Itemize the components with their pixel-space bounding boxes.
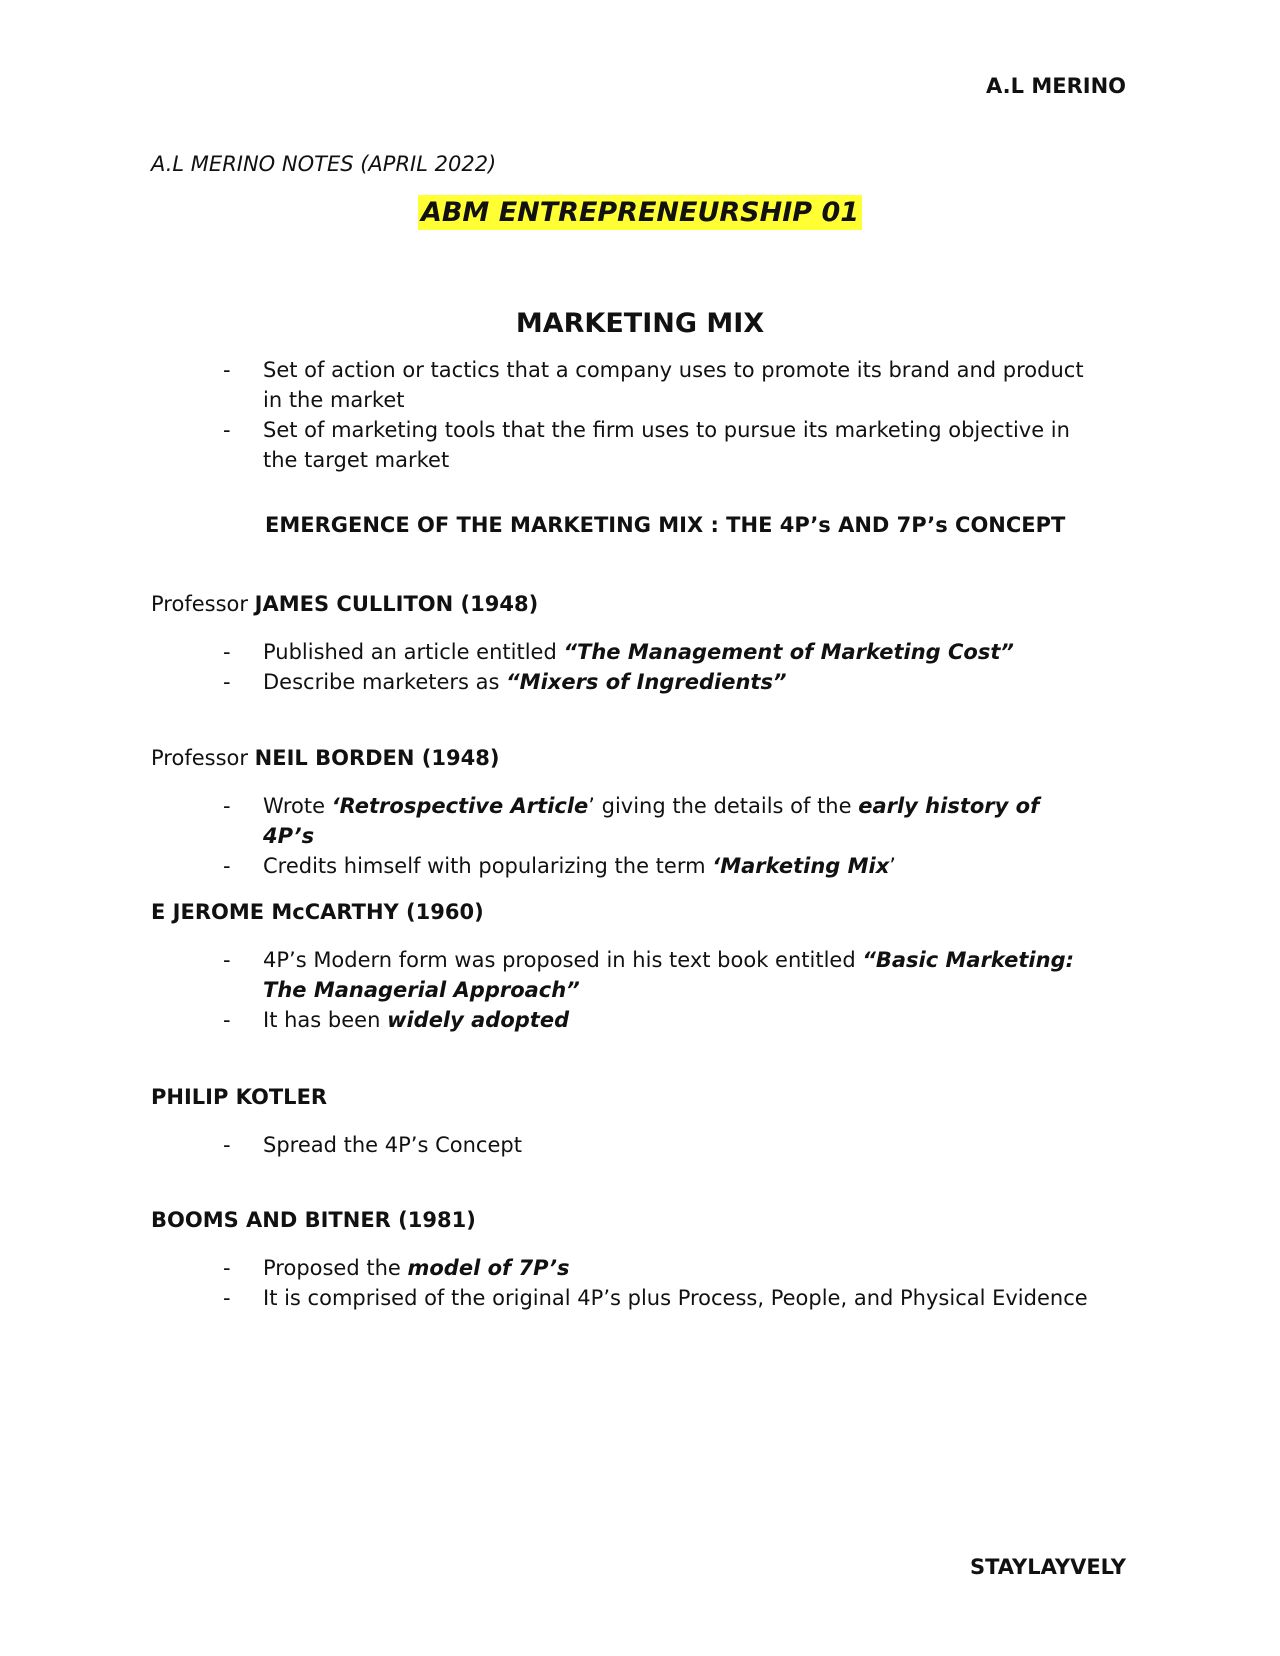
list-item: - Credits himself with popularizing the term ‘Marketing Mix’ <box>223 851 1093 881</box>
list-item: - Set of marketing tools that the firm uses to pursue its marketing objective in the target market <box>223 415 1093 475</box>
doc-title-highlight: ABM ENTREPRENEURSHIP 01 <box>418 195 862 230</box>
list-item: - Published an article entitled “The Management of Marketing Cost” <box>223 637 1093 667</box>
list-item: - Set of action or tactics that a company uses to promote its brand and product in the market <box>223 355 1093 415</box>
person-mccarthy <box>151 900 484 924</box>
person-name: NEIL BORDEN (1948) <box>254 746 500 770</box>
person-name: BOOMS AND BITNER (1981) <box>151 1208 476 1232</box>
list-item: - It has been widely adopted <box>223 1005 1093 1035</box>
person-prefix: Professor <box>151 592 255 616</box>
person-name: E JEROME McCARTHY (1960) <box>151 900 484 924</box>
borden-list <box>223 791 1093 881</box>
person-name: JAMES CULLITON (1948) <box>254 592 539 616</box>
page-footer: STAYLAYVELY <box>969 1555 1126 1579</box>
mccarthy-list <box>223 945 1093 1035</box>
kotler-list <box>223 1130 1093 1160</box>
list-item: - Spread the 4P’s Concept <box>223 1130 1093 1160</box>
list-item: - It is comprised of the original 4P’s plus Process, People, and Physical Evidence <box>223 1283 1093 1313</box>
subtitle: EMERGENCE OF THE MARKETING MIX : THE 4P’s AND 7P’s CONCEPT <box>265 513 1066 537</box>
definition-list <box>223 355 1093 475</box>
page-header: A.L MERINO <box>986 74 1126 98</box>
list-item: - 4P’s Modern form was proposed in his text book entitled “Basic Marketing: The Managerial Approach” <box>223 945 1093 1005</box>
list-item: - Describe marketers as “Mixers of Ingredients” <box>223 667 1093 697</box>
person-booms-bitner <box>151 1208 476 1232</box>
doc-title <box>0 197 1280 228</box>
section-title: MARKETING MIX <box>515 308 765 339</box>
list-item: - Wrote ‘Retrospective Article’ giving the details of the early history of 4P’s <box>223 791 1093 851</box>
person-prefix: Professor <box>151 746 255 770</box>
list-item: - Proposed the model of 7P’s <box>223 1253 1093 1283</box>
booms-list <box>223 1253 1093 1313</box>
person-name: PHILIP KOTLER <box>151 1085 328 1109</box>
person-borden <box>151 746 499 770</box>
culliton-list <box>223 637 1093 697</box>
notes-line: A.L MERINO NOTES (APRIL 2022) <box>151 152 497 176</box>
person-kotler <box>151 1085 327 1109</box>
person-culliton <box>151 592 538 616</box>
